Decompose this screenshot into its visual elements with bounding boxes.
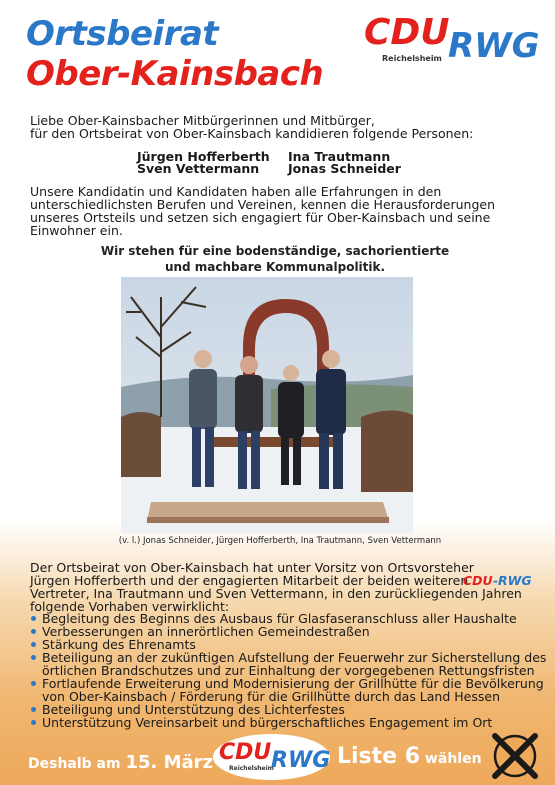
footer-logo-subtitle: Reichelsheim [229, 765, 274, 772]
title-ortsbeirat: Ortsbeirat [26, 14, 219, 54]
photo-illustration [121, 277, 413, 533]
list-item: Stärkung des Ehrenamts [30, 638, 550, 651]
slogan-line-1: Wir stehen für eine bodenständige, sachorientierte [100, 244, 450, 258]
footer-liste: Liste 6 [337, 744, 421, 769]
title-ober-kainsbach: Ober-Kainsbach [26, 54, 324, 94]
inline-rwg: RWG [498, 573, 532, 588]
achievements-list [30, 612, 550, 729]
logo-rwg-text: RWG [448, 26, 540, 66]
list-item: Beteiligung an der zukünftigen Aufstellung der Feuerwehr zur Sicherstellung des örtlichen Brandschutzes und zur Einhaltung der vorgegebenen Rettungsfristen [30, 651, 550, 677]
list-item: Fortlaufende Erweiterung und Modernisierung der Grillhütte für die Bevölkerung von Ober-Kainsbach / Förderung für die Grillhütte durch das Land Hessen [30, 677, 550, 703]
para2-line-2-wrap [30, 574, 530, 587]
candidates-description: Unsere Kandidatin und Kandidaten haben alle Erfahrungen in den unterschiedlichsten Berufen und Vereinen, kennen die Herausforderungen unseres Ortsteils und setzen sich engagiert für Ober-Kainsbach und seine Einwohner ein. [30, 184, 496, 238]
list-item: Verbesserungen an innerörtlichen Gemeindestraßen [30, 625, 550, 638]
intro-line-1: Liebe Ober-Kainsbacher Mitbürgerinnen und Mitbürger, [30, 113, 375, 128]
candidate-name: Jonas Schneider [288, 161, 401, 176]
intro-text [30, 114, 530, 140]
cdu-rwg-logo [360, 8, 548, 86]
footer-date-text [28, 752, 213, 773]
group-photo [121, 277, 413, 533]
footer-logo-rwg: RWG [271, 748, 331, 773]
footer-date: 15. März [125, 752, 214, 773]
footer-logo [213, 734, 330, 780]
para2-line-3: Vertreter, Ina Trautmann und Sven Vettermann, in den zurückliegenden Jahren [30, 586, 522, 601]
para2-line-4: folgende Vorhaben verwirklicht: [30, 599, 230, 614]
ballot-cross-icon [489, 730, 541, 782]
footer-list-text [337, 744, 482, 769]
footer-text-a: Deshalb am [28, 756, 126, 772]
candidate-name: Ina Trautmann [288, 149, 391, 164]
candidate-name: Sven Vettermann [137, 161, 260, 176]
inline-dash: - [493, 573, 499, 588]
logo-cdu-text: CDU [364, 12, 450, 53]
photo-caption: (v. l.) Jonas Schneider, Jürgen Hofferberth, Ina Trautmann, Sven Vettermann [118, 536, 442, 546]
candidate-name: Jürgen Hofferberth [137, 149, 270, 164]
para2-line-2: Jürgen Hofferberth und der engagierten Mitarbeit der beiden weiteren [30, 573, 469, 588]
footer-logo-cdu: CDU [219, 740, 272, 765]
achievements-intro [30, 561, 530, 613]
list-item: Begleitung des Beginns des Ausbaus für Glasfaseranschluss aller Haushalte [30, 612, 550, 625]
footer-waehlen: wählen [420, 751, 482, 767]
intro-line-2: für den Ortsbeirat von Ober-Kainsbach kandidieren folgende Personen: [30, 126, 474, 141]
para2-line-1: Der Ortsbeirat von Ober-Kainsbach hat unter Vorsitz von Ortsvorsteher [30, 560, 474, 575]
inline-cdu: CDU [463, 573, 493, 588]
footer-call-to-action [0, 730, 555, 785]
list-item: Unterstützung Vereinsarbeit und bürgerschaftliches Engagement im Ort [30, 716, 550, 729]
slogan-line-2: und machbare Kommunalpolitik. [164, 260, 386, 274]
list-item: Beteiligung und Unterstützung des Lichterfestes [30, 703, 550, 716]
logo-subtitle: Reichelsheim [382, 54, 442, 63]
slogan [90, 243, 460, 275]
